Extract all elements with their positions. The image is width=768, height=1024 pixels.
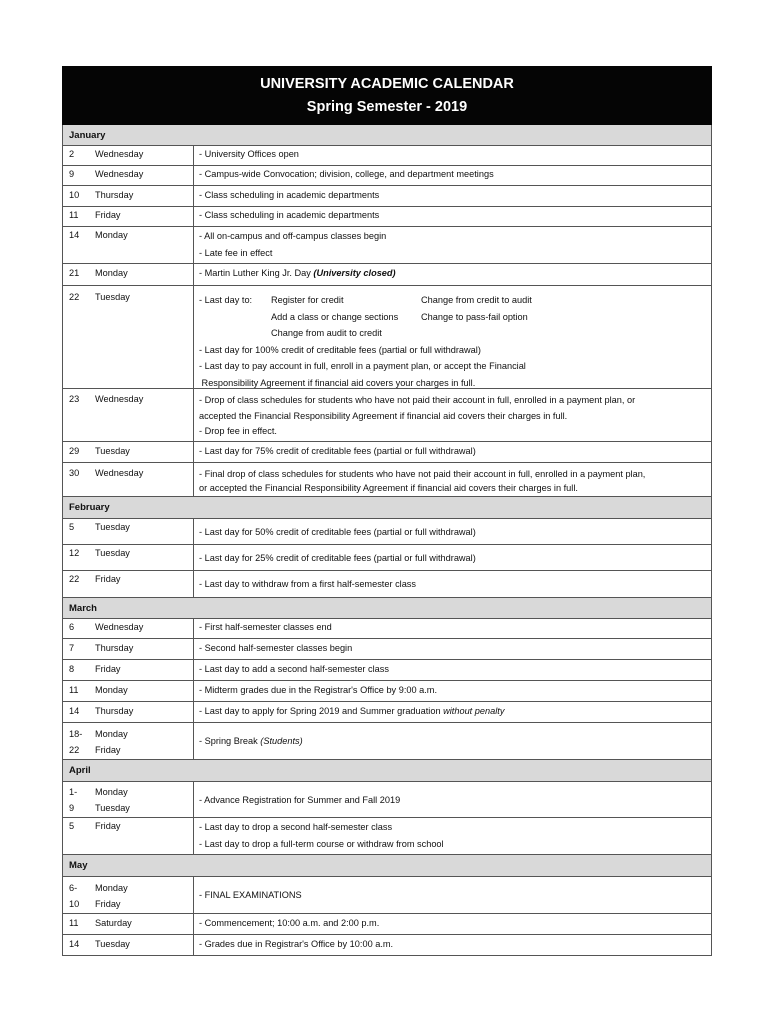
weekday: Saturday [95,918,132,928]
day-number: 11 [69,210,79,220]
event-description [194,227,711,263]
table-row [62,660,712,681]
event-description [194,186,711,206]
event-description [194,935,711,955]
table-row [62,286,712,389]
table-row [62,818,712,855]
day-number: 8 [69,664,75,674]
day-number: 5 [69,522,75,532]
event-line: - University Offices open [199,149,299,159]
event-description [194,519,711,544]
event-line: - FINAL EXAMINATIONS [199,890,302,900]
event-description [194,782,711,817]
event-line: - Last day to pay account in full, enroll in a payment plan, or accept the Financial [199,361,526,371]
emphasis-text: (University closed) [313,268,396,278]
table-row [62,463,712,497]
emphasis-text: without penalty [443,706,505,716]
day-number: 9 [69,169,75,179]
date-cell [63,818,194,854]
event-line: - Last day to apply for Spring 2019 and Summer graduation without penalty [199,706,505,716]
event-description [194,545,711,570]
event-description [194,442,711,462]
event-description [194,463,711,496]
weekday: Tuesday [95,446,130,456]
weekday: Friday [95,210,121,220]
table-row [62,545,712,571]
event-line: - Second half-semester classes begin [199,643,353,653]
date-cell [63,264,194,285]
event-line: - Last day to withdraw from a first half-semester class [199,579,416,589]
weekday: Tuesday [95,939,130,949]
date-cell [63,660,194,680]
event-line: - Campus-wide Convocation; division, college, and department meetings [199,169,494,179]
event-description [194,723,711,759]
day-number: 14 [69,939,80,949]
date-cell [63,681,194,701]
event-line: - Final drop of class schedules for students who have not paid their account in full, enrolled in a payment plan, [199,469,646,479]
day-number: 9 [69,803,75,813]
date-cell [63,914,194,934]
month-header-january: January [62,125,712,146]
date-cell [63,702,194,722]
academic-calendar-table [62,66,712,956]
day-number: 11 [69,918,79,928]
date-cell [63,782,194,817]
weekday: Tuesday [95,292,130,302]
weekday: Thursday [95,190,134,200]
table-row [62,166,712,186]
event-line: - Late fee in effect [199,248,273,258]
weekday: Wednesday [95,169,144,179]
table-row [62,639,712,660]
day-number: 1- [69,787,78,797]
weekday: Friday [95,574,121,584]
weekday: Monday [95,729,128,739]
event-description: - Last day to: Register for credit Change from credit to audit Add a class or change sections Change to pass-fail option Change from audit to credit - Last day for 100% credit of creditable fees (partial or full withdrawal) - Last day to pay account in full, enroll in a payment plan, or accept the Financial Responsibility Agreement if financial aid covers your charges in full. [194,286,711,388]
event-line: - Advance Registration for Summer and Fall 2019 [199,794,401,805]
table-row [62,782,712,818]
event-line: - Last day to drop a full-term course or withdraw from school [199,839,444,849]
month-header-march: March [62,598,712,619]
date-cell [63,519,194,544]
day-number: 14 [69,230,80,240]
date-cell [63,286,194,388]
event-line: - Drop fee in effect. [199,426,277,436]
event-description [194,681,711,701]
event-line: - Last day to add a second half-semester class [199,664,389,674]
weekday: Thursday [95,643,134,653]
date-cell [63,186,194,206]
calendar-title: UNIVERSITY ACADEMIC CALENDAR [260,75,514,92]
date-cell [63,146,194,165]
event-line: - Last day for 100% credit of creditable fees (partial or full withdrawal) [199,344,481,355]
last-day-options: - Last day to: Register for credit Change from credit to audit [199,295,532,305]
day-number: 22 [69,574,80,584]
table-row [62,519,712,545]
table-row [62,207,712,227]
table-row [62,723,712,760]
day-number: 22 [69,292,80,302]
date-cell [63,619,194,638]
event-line: - Last day for 25% credit of creditable fees (partial or full withdrawal) [199,553,476,563]
event-line: - Martin Luther King Jr. Day (University closed) [199,268,396,278]
day-number: 18- [69,729,83,739]
event-description [194,639,711,659]
weekday: Friday [95,745,121,755]
weekday: Monday [95,230,128,240]
day-number: 22 [69,745,80,755]
day-number: 10 [69,899,80,909]
table-row [62,619,712,639]
weekday: Monday [95,787,128,797]
table-row [62,146,712,166]
date-cell [63,166,194,185]
date-cell [63,545,194,570]
table-row [62,186,712,207]
date-cell [63,877,194,913]
event-line: - Class scheduling in academic departments [199,210,380,220]
date-cell [63,389,194,441]
date-cell [63,227,194,263]
table-row [62,681,712,702]
table-row [62,571,712,598]
weekday: Monday [95,268,128,278]
day-number: 6 [69,622,75,632]
event-line: - Grades due in Registrar's Office by 10:00 a.m. [199,939,394,949]
weekday: Thursday [95,706,134,716]
event-line: - First half-semester classes end [199,622,332,632]
date-cell [63,571,194,597]
weekday: Tuesday [95,548,130,558]
event-description [194,207,711,226]
day-number: 10 [69,190,80,200]
table-row [62,442,712,463]
weekday: Tuesday [95,522,130,532]
event-line: - Class scheduling in academic departments [199,190,380,200]
event-line: - Midterm grades due in the Registrar's Office by 9:00 a.m. [199,685,438,695]
weekday: Wednesday [95,149,144,159]
day-number: 11 [69,685,79,695]
event-description [194,264,711,285]
date-cell [63,207,194,226]
emphasis-text: (Students) [260,736,303,746]
weekday: Tuesday [95,803,130,813]
day-number: 2 [69,149,75,159]
weekday: Friday [95,899,121,909]
table-row [62,264,712,286]
event-line: - Spring Break (Students) [199,736,303,746]
event-line: - Drop of class schedules for students who have not paid their account in full, enrolled in a payment plan, or [199,395,636,405]
event-description [194,818,711,854]
event-line: - Commencement; 10:00 a.m. and 2:00 p.m. [199,918,380,928]
table-row [62,914,712,935]
event-description [194,146,711,165]
date-cell [63,723,194,759]
event-line: - Last day for 75% credit of creditable fees (partial or full withdrawal) [199,446,476,456]
calendar-subtitle: Spring Semester - 2019 [306,98,468,115]
weekday: Friday [95,821,121,831]
event-description [194,914,711,934]
table-row [62,227,712,264]
day-number: 23 [69,394,80,404]
weekday: Wednesday [95,468,144,478]
day-number: 14 [69,706,80,716]
day-number: 21 [69,268,80,278]
event-line: - All on-campus and off-campus classes begin [199,231,387,241]
event-description [194,389,711,441]
weekday: Monday [95,883,128,893]
weekday: Wednesday [95,394,144,404]
event-line: - Last day to drop a second half-semester class [199,822,393,832]
date-cell [63,935,194,955]
calendar-header [62,66,712,125]
day-number: 6- [69,883,78,893]
date-cell [63,463,194,496]
table-row [62,935,712,956]
day-number: 30 [69,468,80,478]
event-description [194,660,711,680]
event-description [194,619,711,638]
table-row [62,389,712,442]
table-row [62,877,712,914]
day-number: 29 [69,446,80,456]
event-description [194,571,711,597]
date-cell [63,639,194,659]
day-number: 5 [69,821,75,831]
weekday: Wednesday [95,622,144,632]
event-description [194,702,711,722]
event-line: accepted the Financial Responsibility Agreement if financial aid covers their charges in full. [199,410,568,421]
event-description [194,877,711,913]
table-row [62,702,712,723]
event-description [194,166,711,185]
date-cell [63,442,194,462]
weekday: Friday [95,664,121,674]
month-header-may: May [62,855,712,877]
weekday: Monday [95,685,128,695]
event-line: or accepted the Financial Responsibility Agreement if financial aid covers their charges in full. [199,483,578,493]
month-header-april: April [62,760,712,782]
day-number: 7 [69,643,75,653]
event-line: Responsibility Agreement if financial aid covers your charges in full. [199,377,476,388]
event-line: - Last day for 50% credit of creditable fees (partial or full withdrawal) [199,527,476,537]
month-header-february: February [62,497,712,519]
day-number: 12 [69,548,80,558]
